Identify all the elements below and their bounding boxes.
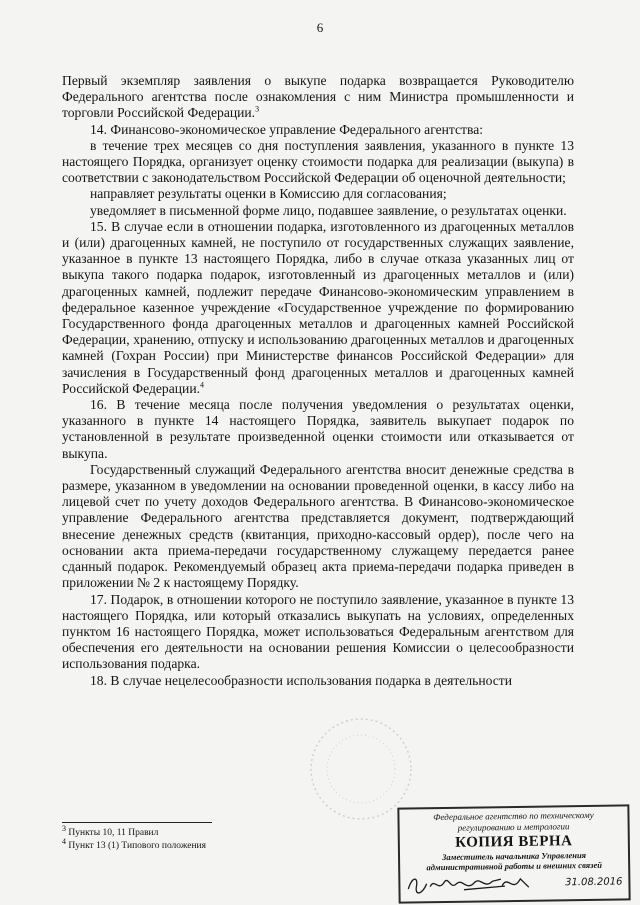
paragraph-4: направляет результаты оценки в Комиссию для согласования; xyxy=(90,186,447,202)
paragraph-10: 18. В случае нецелесообразности использования подарка в деятельности xyxy=(90,672,512,688)
footnote-4: $^4$ Пункт 13 (1) Типового положения xyxy=(62,836,207,851)
paragraph-3: в течение трех месяцев со дня поступления заявления, указанного в пункте 13 настоящего Порядка, организует оценку стоимости подарка для реализации (выкупа) в соответствии с законодательством Российской Федерации об оценочной деятельности; xyxy=(62,137,574,186)
paragraph-5: уведомляет в письменной форме лицо, подавшее заявление, о результатах оценки. xyxy=(90,202,567,218)
stamp-title: КОПИЯ ВЕРНА xyxy=(455,833,573,851)
footnote-3: $^3$ Пункты 10, 11 Правил xyxy=(62,823,159,838)
handwritten-signature-icon xyxy=(404,872,554,896)
footnotes xyxy=(62,823,302,853)
stamp-org-line-1: Федеральное агентство по техническому xyxy=(433,809,594,823)
footnote-ref-3: 3 xyxy=(255,104,260,114)
stamp-org-line-2: регулированию и метрологии xyxy=(457,820,570,833)
footnote-divider xyxy=(62,822,212,823)
paragraph-1: Первый экземпляр заявления о выкупе подарка возвращается Руководителю Федерального агентства после ознакомления с ним Министра промышленности и торговли Российской Федерации.$^3$ xyxy=(62,73,574,121)
paragraph-7: 16. В течение месяца после получения уведомления о результатах оценки, указанного в пункте 14 настоящего Порядка, заявитель выкупает подарок по установленной в результате произведенной оценки стоимости или отказывается от выкупа. xyxy=(62,397,574,461)
stamp-signature-row xyxy=(404,871,624,894)
page-number: 6 xyxy=(316,20,324,35)
stamp-date: 31.08.2016 xyxy=(565,876,623,889)
stamp-position-line-2: административной работы и внешних связей xyxy=(426,859,602,873)
paragraph-9: 17. Подарок, в отношении которого не поступило заявление, указанное в пункте 13 настоящего Порядка, или который отказались выкупать на условиях, определенных пунктом 16 настоящего Порядка, может использоваться Федеральным агентством для обеспечения его деятельности на основании решения Комиссии о целесообразности использования подарка. xyxy=(62,591,574,672)
paragraph-6: 15. В случае если в отношении подарка, изготовленного из драгоценных металлов и (или) драгоценных камней, не поступило от государственных служащих заявление, указанное в пункте 13 настоящего Порядка, либо в случае отказа указанных лиц от выкупа такого подарка подарок, изготовленный из драгоценных металлов и (или) драгоценных камней, подлежит передаче Финансово-экономическим управлением в федеральное казенное учреждение «Государственное учреждение по формированию Государственного фонда драгоценных металлов и драгоценных камней Российской Федерации, хранению, отпуску и использованию драгоценных металлов и драгоценных камней (Гохран России) при Министерстве финансов Российской Федерации» для зачисления в Государственный фонд драгоценных металлов и драгоценных камней Российской Федерации.$^4$ xyxy=(62,218,574,396)
stamp-position-line-1: Заместитель начальника Управления xyxy=(441,849,587,863)
paragraph-8: Государственный служащий Федерального агентства вносит денежные средства в размере, указанном в уведомлении на основании проведенной оценки, в кассу либо на лицевой счет по учету доходов Федерального агентства. В Финансово-экономическое управление Федерального агентства представляется документ, подтверждающий внесение денежных средств (квитанция, приходно-кассовый ордер), после чего на основании акта приема-передачи государственному служащему передается ранее сданный подарок. Рекомендуемый образец акта приема-передачи подарка приведен в приложении № 2 к настоящему Порядку. xyxy=(62,461,574,591)
document-body xyxy=(62,73,574,689)
copy-certified-stamp xyxy=(397,804,630,903)
paragraph-2: 14. Финансово-экономическое управление Федерального агентства: xyxy=(90,121,484,137)
footnote-ref-4: 4 xyxy=(200,380,204,390)
